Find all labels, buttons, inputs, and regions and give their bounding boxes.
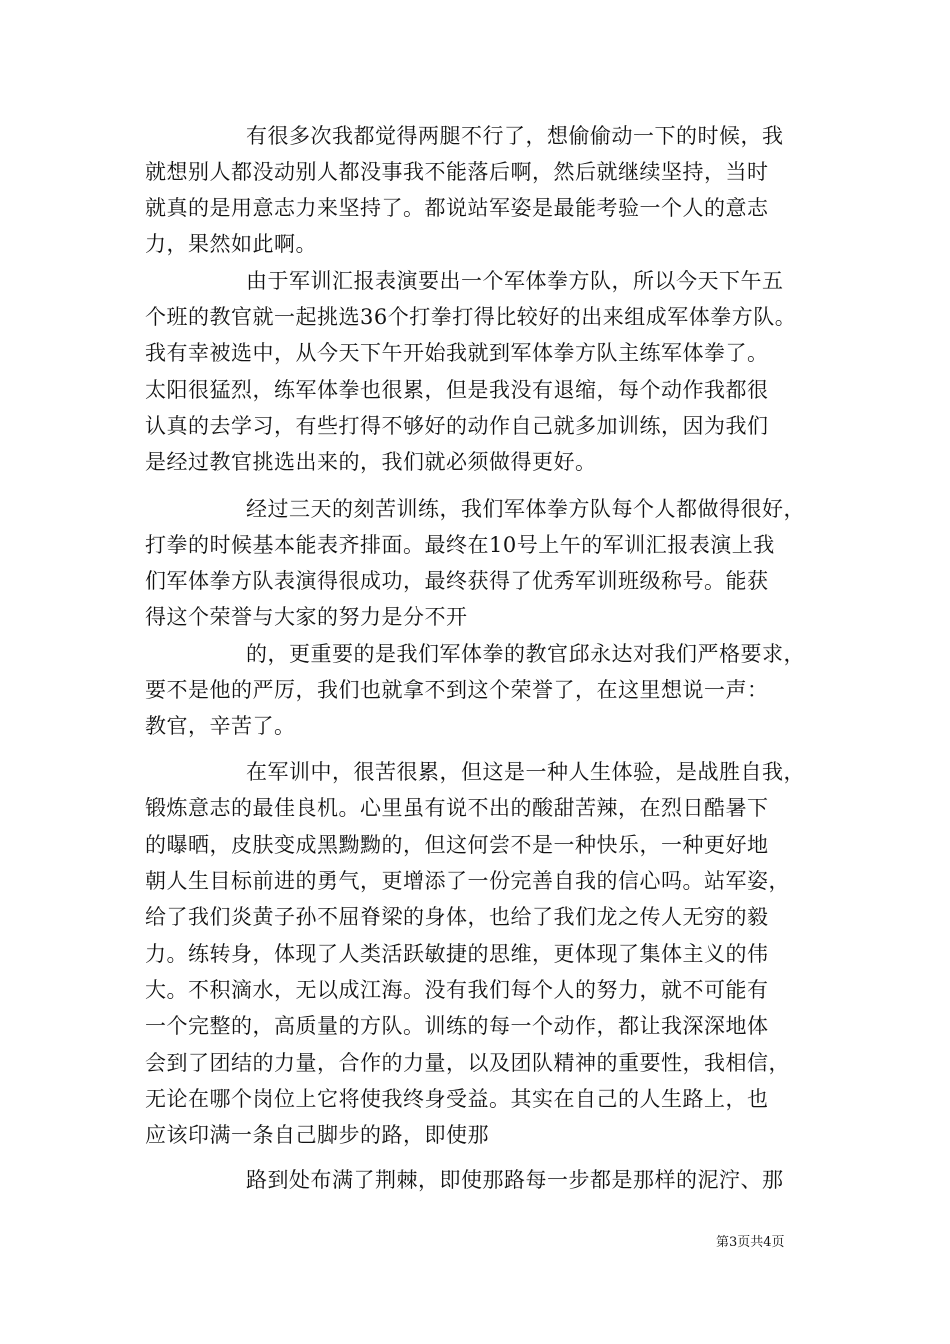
text-line: 太阳很猛烈，练军体拳也很累，但是我没有退缩，每个动作我都很 — [145, 378, 769, 402]
text-line: 就想别人都没动别人都没事我不能落后啊，然后就继续坚持，当时 — [145, 160, 769, 184]
text-line: 会到了团结的力量，合作的力量，以及团队精神的重要性，我相信， — [145, 1051, 790, 1075]
text-line: 由于军训汇报表演要出一个军体拳方队，所以今天下午五 — [246, 269, 784, 293]
text-line: 路到处布满了荆棘，即使那路每一步都是那样的泥泞、那 — [246, 1168, 784, 1192]
text-line: 要不是他的严厉，我们也就拿不到这个荣誉了，在这里想说一声： — [145, 678, 769, 702]
text-line: 得这个荣誉与大家的努力是分不开 — [145, 605, 468, 629]
text-line: 给了我们炎黄子孙不屈脊梁的身体，也给了我们龙之传人无穷的毅 — [145, 905, 769, 929]
text-line: 大。不积滴水，无以成江海。没有我们每个人的努力，就不可能有 — [145, 978, 769, 1002]
text-line: 是经过教官挑选出来的，我们就必须做得更好。 — [145, 450, 597, 474]
text-line: 力，果然如此啊。 — [145, 232, 317, 256]
text-line: 打拳的时候基本能表齐排面。最终在10号上午的军训汇报表演上我 — [145, 533, 775, 557]
text-line: 的，更重要的是我们军体拳的教官邱永达对我们严格要求， — [246, 642, 805, 666]
text-line: 无论在哪个岗位上它将使我终身受益。其实在自己的人生路上，也 — [145, 1087, 769, 1111]
page-number-footer: 第3页共4页 — [716, 1235, 785, 1250]
text-line: 朝人生目标前进的勇气，更增添了一份完善自我的信心吗。站军姿， — [145, 869, 790, 893]
text-line: 认真的去学习，有些打得不够好的动作自己就多加训练，因为我们 — [145, 414, 769, 438]
text-line: 力。练转身，体现了人类活跃敏捷的思维，更体现了集体主义的伟 — [145, 942, 769, 966]
text-line: 的曝晒，皮肤变成黑黝黝的，但这何尝不是一种快乐，一种更好地 — [145, 833, 769, 857]
text-line: 锻炼意志的最佳良机。心里虽有说不出的酸甜苦辣，在烈日酷暑下 — [145, 796, 769, 820]
text-line: 一个完整的，高质量的方队。训练的每一个动作，都让我深深地体 — [145, 1014, 769, 1038]
text-line: 就真的是用意志力来坚持了。都说站军姿是最能考验一个人的意志 — [145, 196, 769, 220]
text-line: 教官，辛苦了。 — [145, 714, 296, 738]
text-line: 有很多次我都觉得两腿不行了，想偷偷动一下的时候，我 — [246, 124, 784, 148]
text-line: 应该印满一条自己脚步的路，即使那 — [145, 1123, 489, 1147]
text-line: 我有幸被选中，从今天下午开始我就到军体拳方队主练军体拳了。 — [145, 341, 769, 365]
text-line: 经过三天的刻苦训练，我们军体拳方队每个人都做得很好， — [246, 497, 805, 521]
text-line: 在军训中，很苦很累，但这是一种人生体验，是战胜自我， — [246, 760, 805, 784]
text-line: 个班的教官就一起挑选36个打拳打得比较好的出来组成军体拳方队。 — [145, 305, 797, 329]
text-line: 们军体拳方队表演得很成功，最终获得了优秀军训班级称号。能获 — [145, 569, 769, 593]
